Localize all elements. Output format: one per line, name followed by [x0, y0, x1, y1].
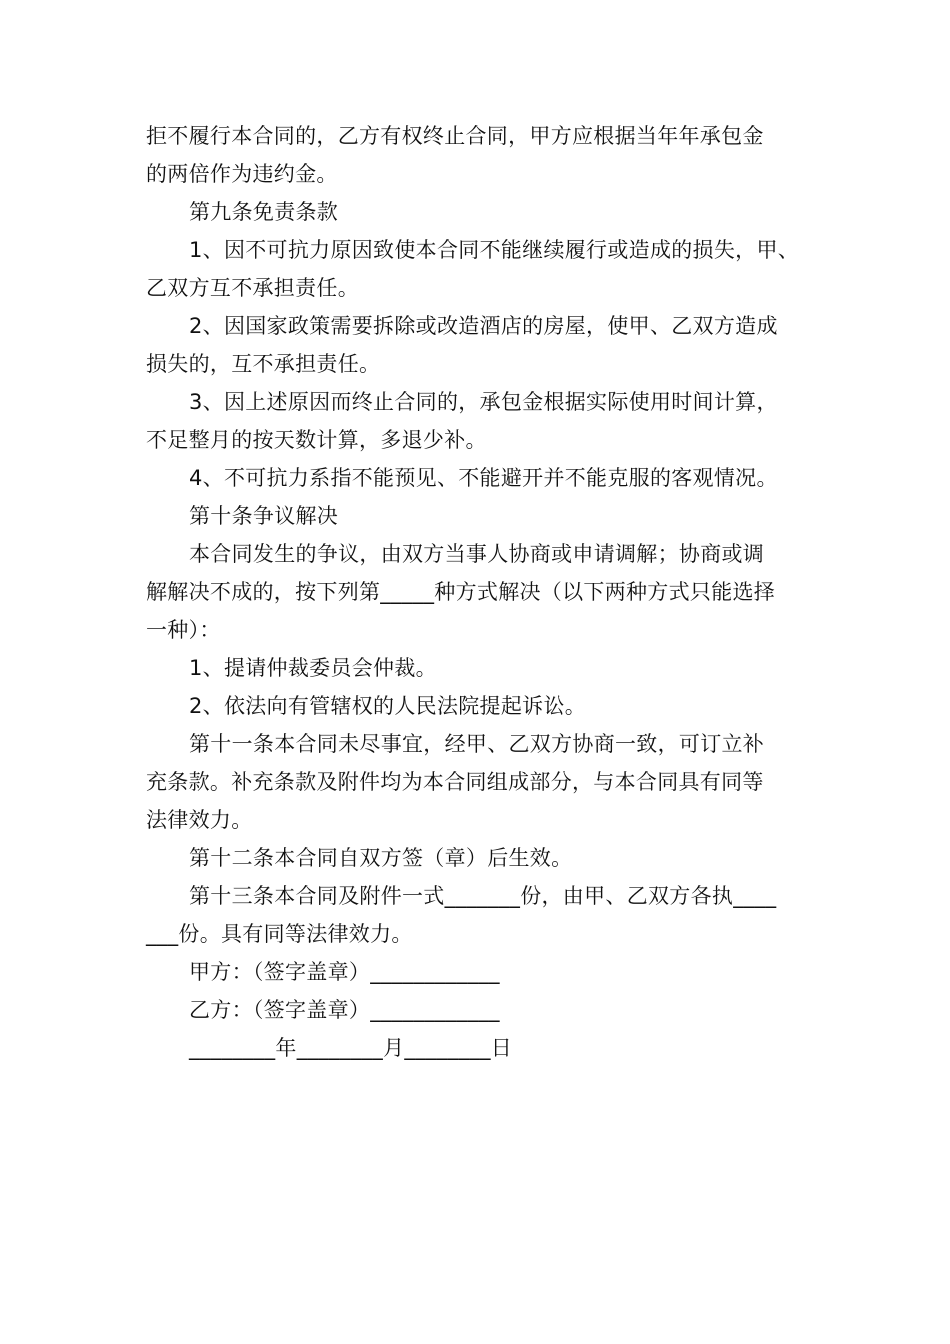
- text-line: 的两倍作为违约金。: [146, 162, 338, 186]
- text-line: 解解决不成的，按下列第_____种方式解决（以下两种方式只能选择: [146, 580, 776, 604]
- text-line: 1、因不可抗力原因致使本合同不能继续履行或造成的损失，甲、: [189, 238, 800, 262]
- section-heading-9: 第九条免责条款: [189, 200, 339, 224]
- text-line: 3、因上述原因而终止合同的，承包金根据实际使用时间计算，: [189, 390, 778, 414]
- party-a-signature-line: 甲方：（签字盖章）____________: [189, 960, 500, 984]
- text-line: 4、不可抗力系指不能预见、不能避开并不能克服的客观情况。: [189, 466, 778, 490]
- section-heading-10: 第十条争议解决: [189, 504, 339, 528]
- text-line: ___份。具有同等法律效力。: [146, 922, 413, 946]
- text-line: 不足整月的按天数计算，多退少补。: [146, 428, 487, 452]
- section-13: 第十三条本合同及附件一式_______份，由甲、乙双方各执____: [189, 884, 777, 908]
- party-b-signature-line: 乙方：（签字盖章）____________: [189, 998, 500, 1022]
- text-line: 2、因国家政策需要拆除或改造酒店的房屋，使甲、乙双方造成: [189, 314, 778, 338]
- text-line: 损失的，互不承担责任。: [146, 352, 381, 376]
- contract-text: [146, 117, 826, 1067]
- text-line: 1、提请仲裁委员会仲裁。: [189, 656, 437, 680]
- text-line: 法律效力。: [146, 808, 253, 832]
- text-line: 本合同发生的争议，由双方当事人协商或申请调解；协商或调: [189, 542, 765, 566]
- text-line: 2、依法向有管辖权的人民法院提起诉讼。: [189, 694, 587, 718]
- text-line: 乙双方互不承担责任。: [146, 276, 359, 300]
- date-line: ________年________月________日: [189, 1036, 513, 1060]
- text-line: 拒不履行本合同的，乙方有权终止合同，甲方应根据当年年承包金: [146, 124, 764, 148]
- text-line: 一种）：: [146, 618, 221, 642]
- text-line: 充条款。补充条款及附件均为本合同组成部分，与本合同具有同等: [146, 770, 764, 794]
- section-11: 第十一条本合同未尽事宜，经甲、乙双方协商一致，可订立补: [189, 732, 765, 756]
- section-12: 第十二条本合同自双方签（章）后生效。: [189, 846, 573, 870]
